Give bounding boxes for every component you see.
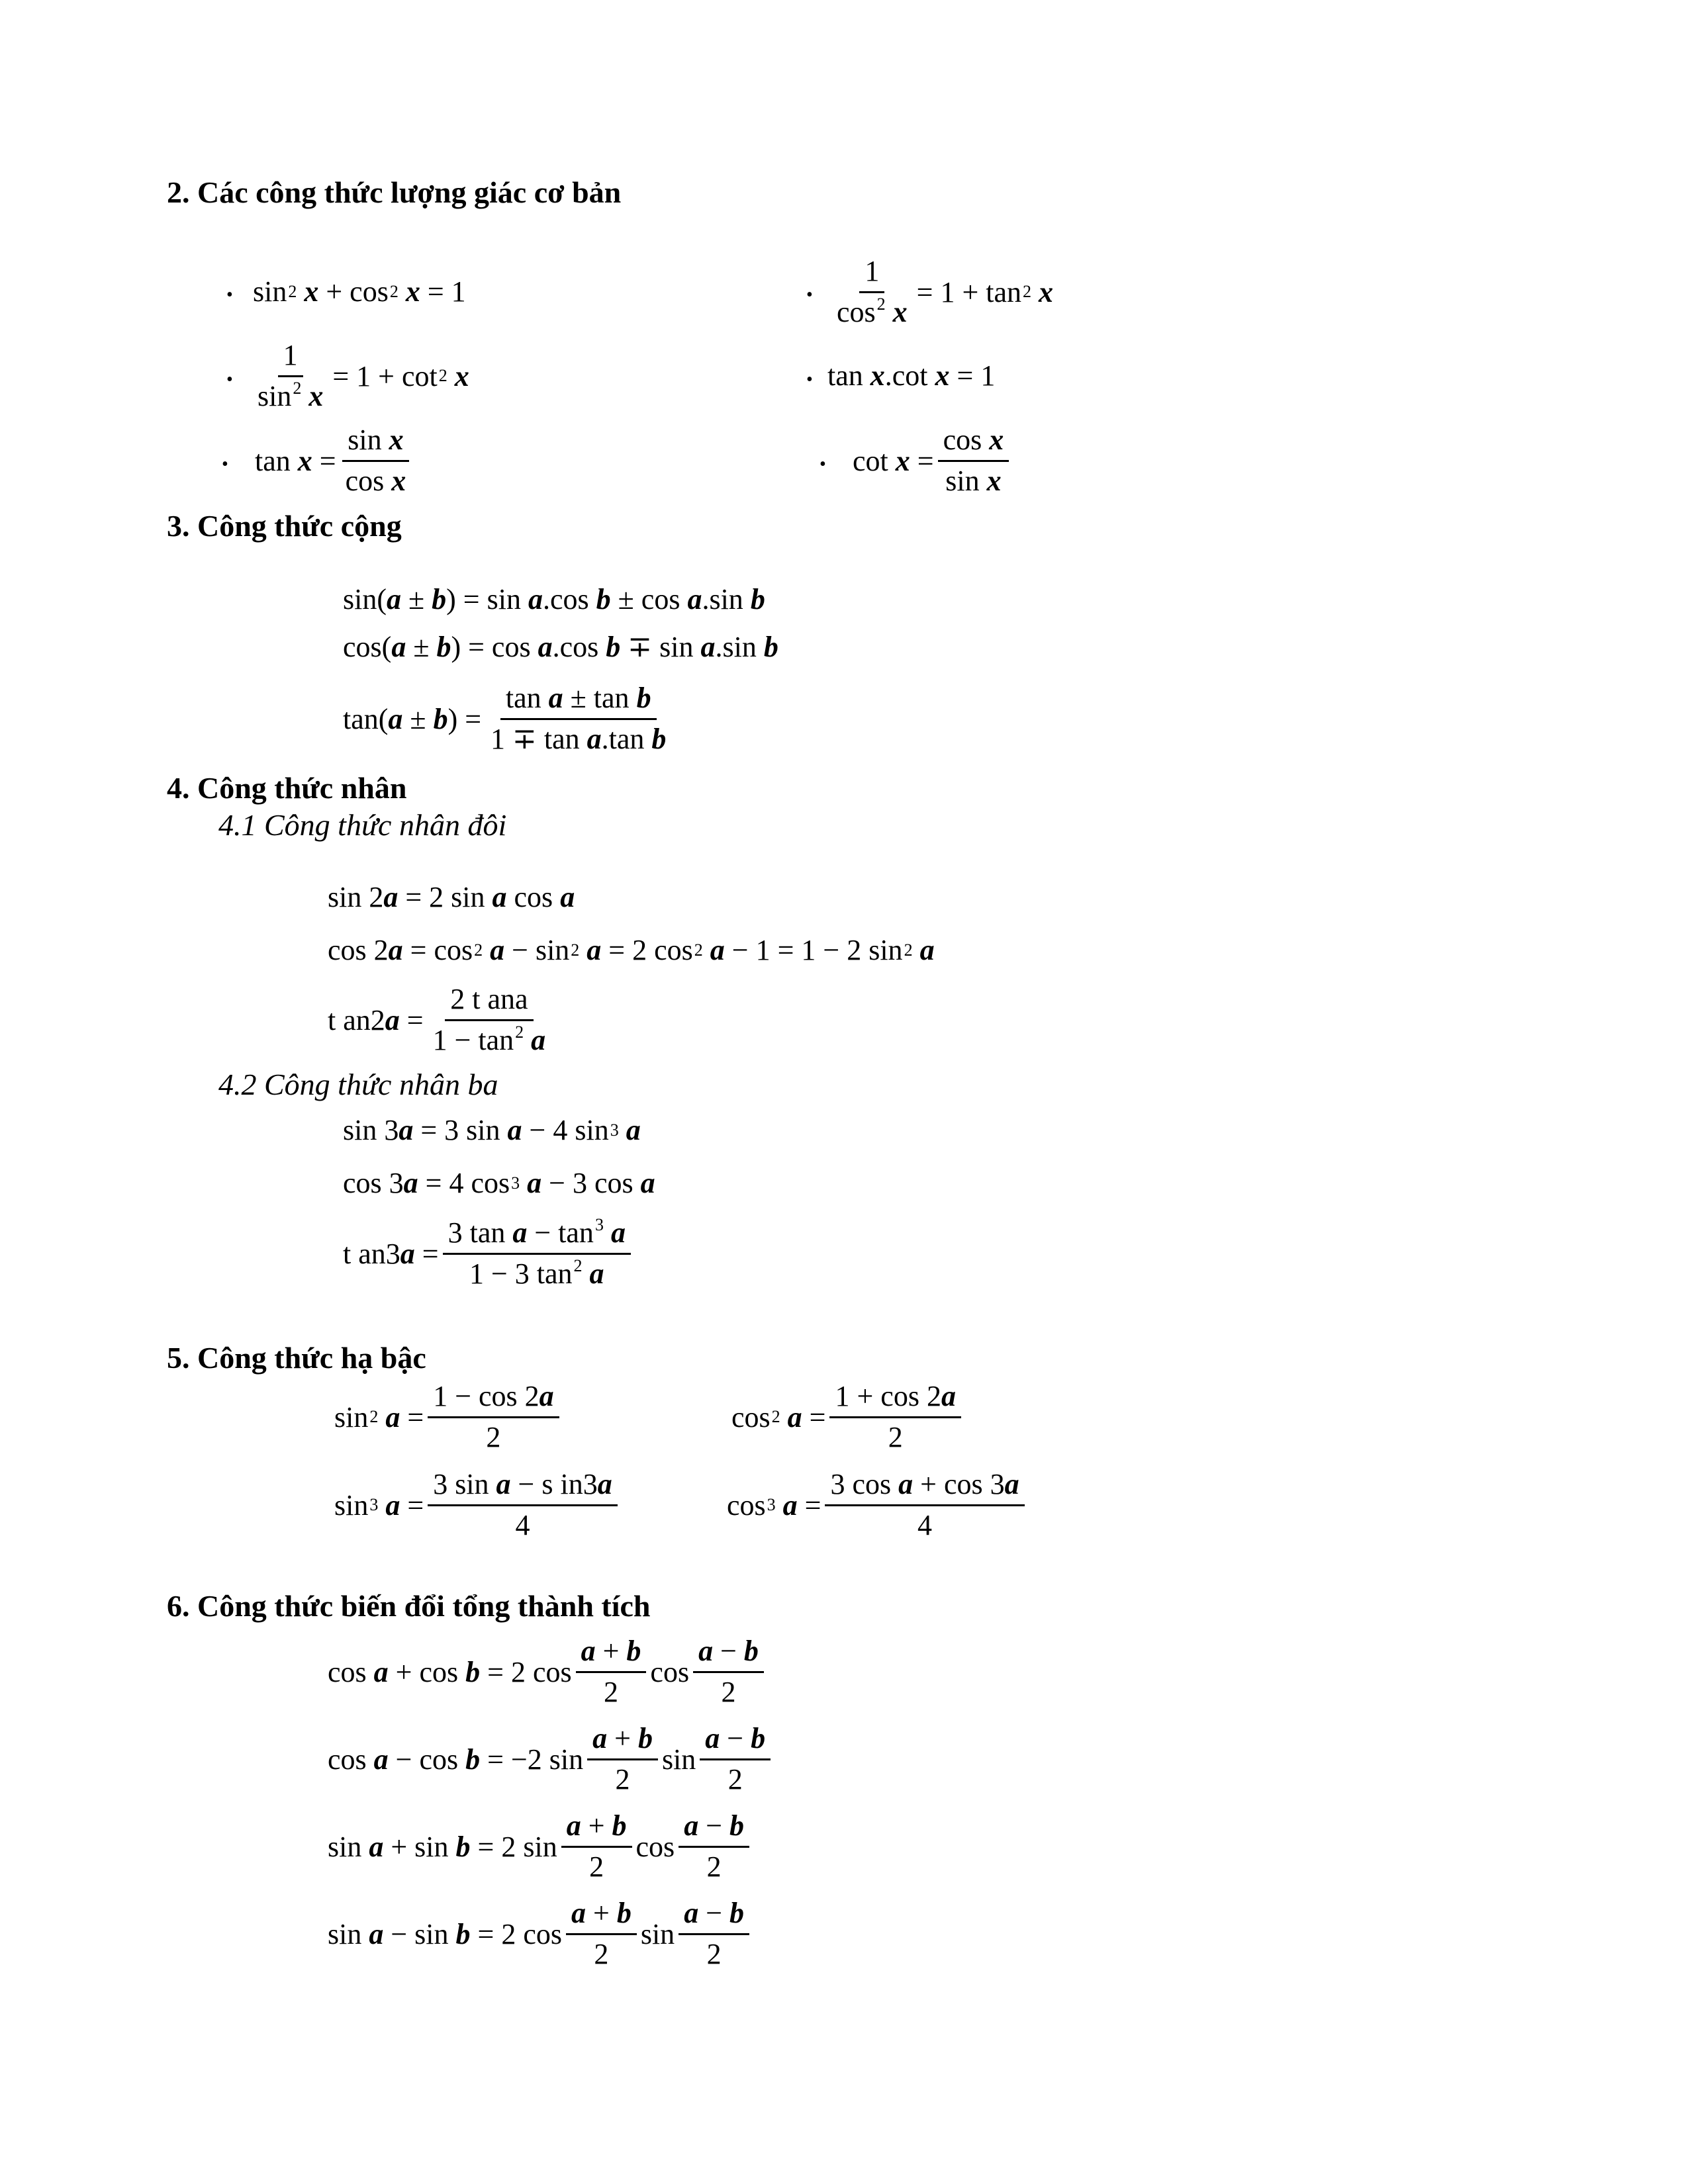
formula-add-tan: tan( a ± b ) = $\frac{\text{tan a ± tan b}}{\text{1 ∓ tan a.tan b}}$ bbox=[343, 682, 667, 755]
formula-cot-def: cot x = $\frac{\text{cos x}}{\text{sin x}}$ bbox=[853, 424, 1013, 498]
bullet-icon: • bbox=[806, 369, 813, 390]
formula-sum-sin-plus: sin a + sin b = 2 sin $\frac{a + b}{2}$ cos $\frac{a - b}{2}$ bbox=[328, 1809, 753, 1884]
formula-sum-sin-minus: sin a − sin b = 2 cos $\frac{a + b}{2}$ sin $\frac{a - b}{2}$ bbox=[328, 1897, 753, 1971]
formula-sum-cos-minus: cos a − cos b = −2 sin $\frac{a + b}{2}$ sin $\frac{a - b}{2}$ bbox=[328, 1722, 774, 1796]
formula-add-cos: cos( a ± b ) = cos a .cos b ∓ sin a .sin b bbox=[343, 631, 778, 663]
formula-tan-def: tan x = $\frac{\text{sin x}}{\text{cos x}}$ bbox=[255, 424, 415, 498]
formula-reduce-cos2: cos 2 a = $\frac{1 + \cos 2a}{2}$ bbox=[731, 1380, 965, 1454]
formula-reduce-cos3: cos 3 a = $\frac{\text{3 cos a + cos 3a}}{4}$ bbox=[727, 1468, 1029, 1542]
section-heading-5: 5. Công thức hạ bậc bbox=[167, 1341, 426, 1375]
bullet-icon: • bbox=[222, 454, 228, 475]
formula-double-sin: sin 2 a = 2 sin a cos a bbox=[328, 881, 575, 913]
formula-reduce-sin3: sin 3 a = $\frac{\text{3 sin a − s in3a}}{4}$ bbox=[334, 1468, 622, 1542]
bullet-icon: • bbox=[820, 454, 826, 475]
formula-double-cos: cos 2 a = cos 2 a − sin 2 a = 2 cos 2 a − 1 = 1 − 2 sin 2 a bbox=[328, 934, 935, 966]
formula-sum-cos-plus: cos a + cos b = 2 cos $\frac{a + b}{2}$ cos $\frac{a - b}{2}$ bbox=[328, 1635, 768, 1709]
section-heading-3: 3. Công thức cộng bbox=[167, 509, 402, 543]
bullet-icon: • bbox=[226, 285, 233, 305]
section-heading-2: 2. Các công thức lượng giác cơ bản bbox=[167, 175, 622, 209]
formula-double-tan: t an2 a = $\frac{\text{2 t ana}}{1 - \tan^2 a}$ bbox=[328, 983, 546, 1056]
bullet-icon: • bbox=[806, 285, 813, 305]
formula-pythagorean: sin 2 x + cos 2 x = 1 bbox=[253, 275, 466, 308]
bullet-icon: • bbox=[226, 369, 233, 390]
formula-triple-tan: t an3 a = $\frac{3 \tan a - \tan^3 a}{1 - 3 \tan^2 a}$ bbox=[343, 1216, 635, 1291]
formula-tan-cot: tan x .cot x = 1 bbox=[827, 359, 996, 392]
formula-triple-sin: sin 3 a = 3 sin a − 4 sin 3 a bbox=[343, 1114, 641, 1146]
subsection-heading-4-1: 4.1 Công thức nhân đôi bbox=[218, 808, 507, 842]
formula-sec-identity: $\frac{1}{\cos^2 x}$ = 1 + tan 2 x bbox=[837, 255, 1054, 328]
formula-reduce-sin2: sin 2 a = $\frac{1 - \cos 2a}{2}$ bbox=[334, 1380, 563, 1454]
formula-csc-identity: $\frac{1}{\sin^2 x}$ = 1 + cot 2 x bbox=[258, 339, 469, 412]
formula-triple-cos: cos 3 a = 4 cos 3 a − 3 cos a bbox=[343, 1167, 655, 1199]
subsection-heading-4-2: 4.2 Công thức nhân ba bbox=[218, 1068, 498, 1101]
section-heading-4: 4. Công thức nhân bbox=[167, 771, 407, 805]
section-heading-6: 6. Công thức biến đổi tổng thành tích bbox=[167, 1589, 651, 1623]
formula-add-sin: sin( a ± b ) = sin a .cos b ± cos a .sin b bbox=[343, 583, 765, 615]
